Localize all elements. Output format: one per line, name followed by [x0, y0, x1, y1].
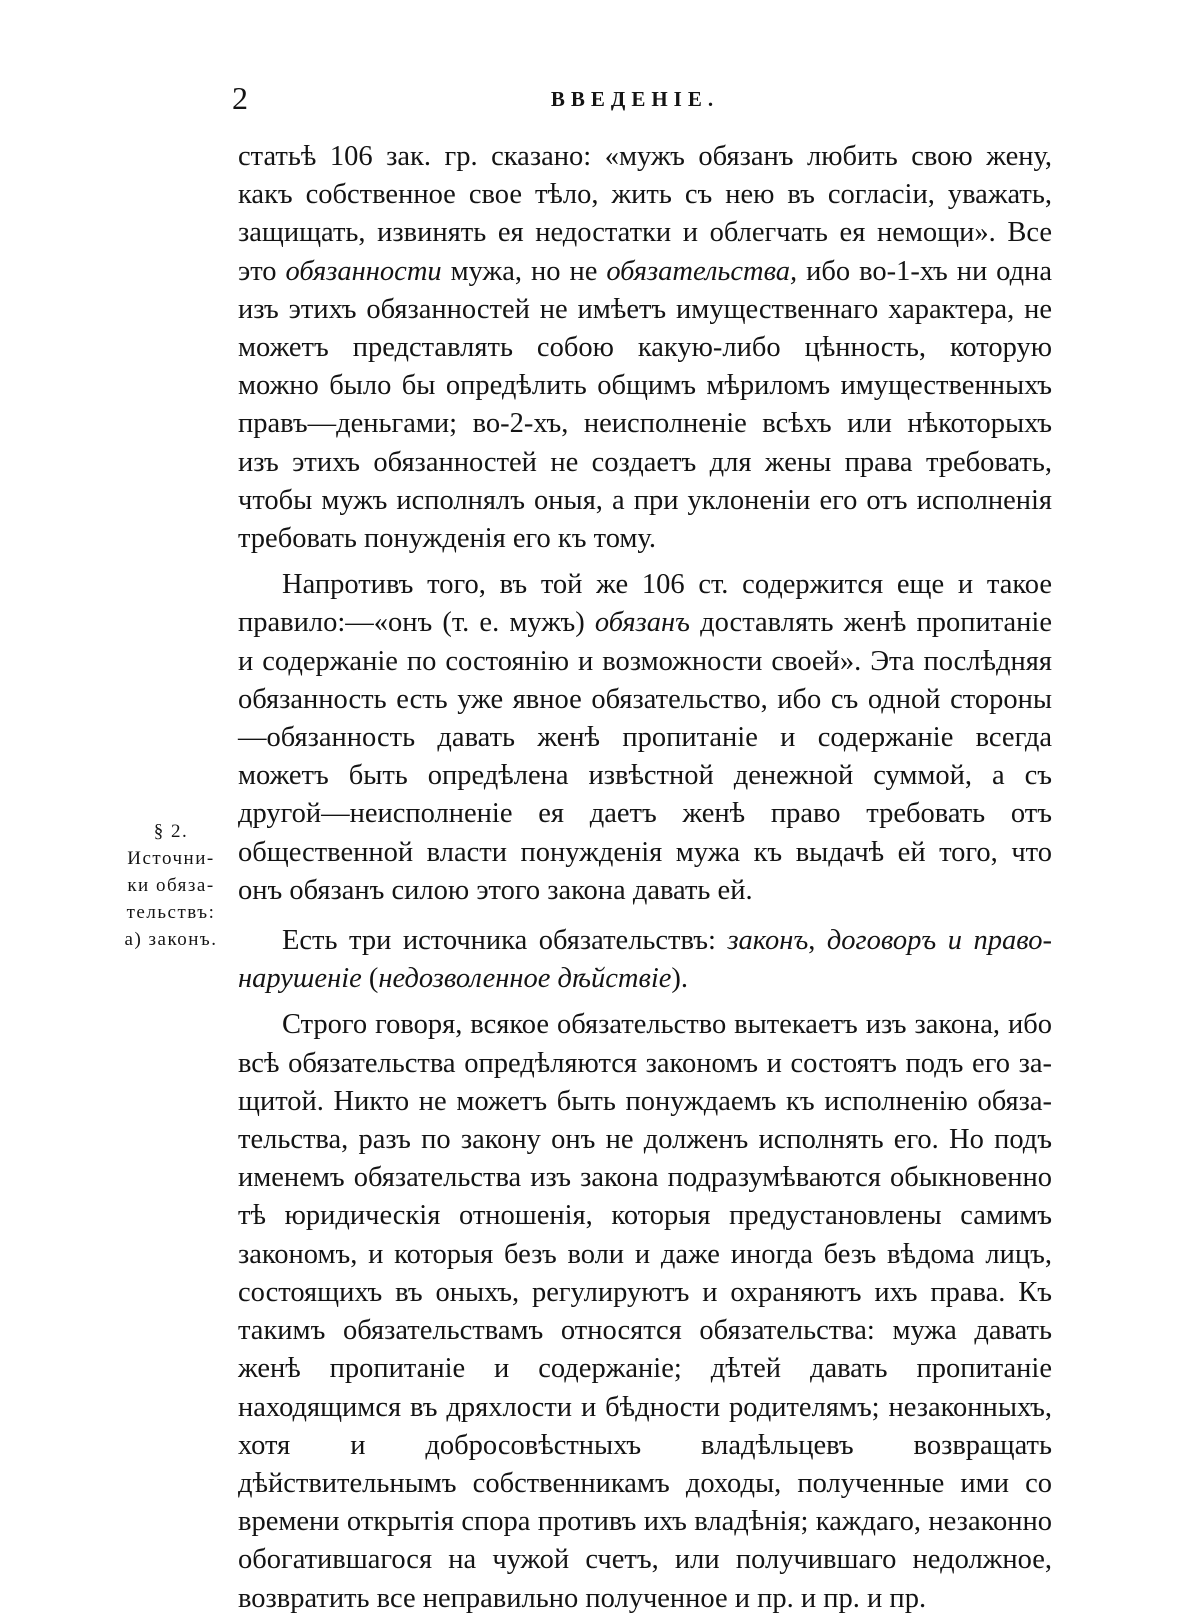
- text-run: Есть три источника обязательствъ:: [282, 925, 728, 957]
- body-text: [238, 138, 1052, 1618]
- margin-note-line: тельствъ:: [126, 902, 216, 923]
- italic-text-run: договоръ и правонарушеніе: [238, 925, 1052, 995]
- text-run: ,: [808, 925, 827, 957]
- italic-text-run: недозволенное дѣйствіе: [378, 963, 672, 995]
- text-run: Напротивъ того, въ той же 106 ст. содержится еще и такое правило:—«онъ (т. е. мужъ): [238, 569, 1052, 639]
- text-run: ибо во-1-хъ ни одна изъ этихъ обязанностей не имѣетъ имущественнаго характера, не можетъ представлять собою какую-либо цѣнность, которую можно было бы опредѣлить общимъ мѣриломъ имущественныхъ правъ—деньгами; во-2-хъ, неисполненіе всѣхъ или нѣкоторыхъ изъ этихъ обязанностей не создаетъ для жены права требовать, чтобы мужъ исполнялъ оныя, а при уклоненіи его отъ исполненія требовать понужденія его къ тому.: [238, 255, 1052, 555]
- text-run: статьѣ 106 зак. гр. сказано: «мужъ обязанъ любить свою жену, какъ собственное свое тѣло, жить съ нею въ согласіи, уважать, защищать, извинять ея недостатки и облегчать ея немощи». Все это: [238, 141, 1052, 287]
- paragraph-2: [238, 566, 1052, 910]
- italic-text-run: обязанъ: [594, 607, 690, 639]
- margin-note-line: а) законъ.: [124, 929, 218, 950]
- italic-text-run: обязанности: [285, 255, 442, 287]
- italic-text-run: законъ: [727, 925, 809, 957]
- paragraph-1: [238, 138, 1052, 558]
- page-number: 2: [232, 80, 248, 116]
- text-run: мужа, но не: [441, 255, 607, 287]
- text-run: доставлять женѣ пропитаніе и содержаніе по состоянію и возможности своей». Эта послѣдняя обязанность есть уже явное обязательство, ибо съ одной стороны—обязанность давать женѣ пропитаніе и содержаніе всегда можетъ быть опредѣлена извѣстной денежной суммой, а съ другой—неисполненіе ея даетъ женѣ право требовать отъ общественной власти понужденія мужа къ выдачѣ ей того, что онъ обязанъ силою этого закона давать ей.: [238, 607, 1052, 906]
- text-run: ).: [671, 963, 689, 995]
- margin-note-section: § 2.: [153, 821, 189, 842]
- margin-note-line: Источни-: [127, 848, 215, 869]
- text-run: (: [361, 963, 379, 995]
- paragraph-4: [238, 1006, 1052, 1617]
- paragraph-3: [238, 922, 1052, 998]
- margin-note-line: ки обяза-: [127, 875, 215, 896]
- margin-note: [112, 818, 230, 953]
- text-run: Строго говоря, всякое обязательство вытекаетъ изъ закона, ибо всѣ обязательства опредѣляются закономъ и состоятъ подъ его защитой. Никто не можетъ быть понуждаемъ къ исполненію обязательства, разъ по закону онъ не долженъ исполнять его. Но подъ именемъ обязательства изъ закона подразумѣваются обыкновенно тѣ юридическія отношенія, которыя предустановлены самимъ закономъ, и которыя безъ воли и даже иногда безъ вѣдома лицъ, состоящихъ въ оныхъ, регулируютъ и охраняютъ ихъ права. Къ такимъ обязательствамъ относятся обязательства: мужа давать женѣ пропитаніе и содержаніе; дѣтей давать пропитаніе находящимся въ дряхлости и бѣдности родителямъ; незаконныхъ, хотя и добросовѣстныхъ владѣльцевъ возвращать дѣйствительнымъ собственникамъ доходы, полученные ими со времени открытія спора противъ ихъ владѣнія; каждаго, незаконно обогатившагося на чужой счетъ, или получившаго недолжное, возвратить все неправильно полученное и пр. и пр. и пр.: [238, 1009, 1052, 1614]
- running-title: ВВЕДЕНІЕ.: [550, 87, 720, 111]
- italic-text-run: обязательства,: [606, 255, 798, 287]
